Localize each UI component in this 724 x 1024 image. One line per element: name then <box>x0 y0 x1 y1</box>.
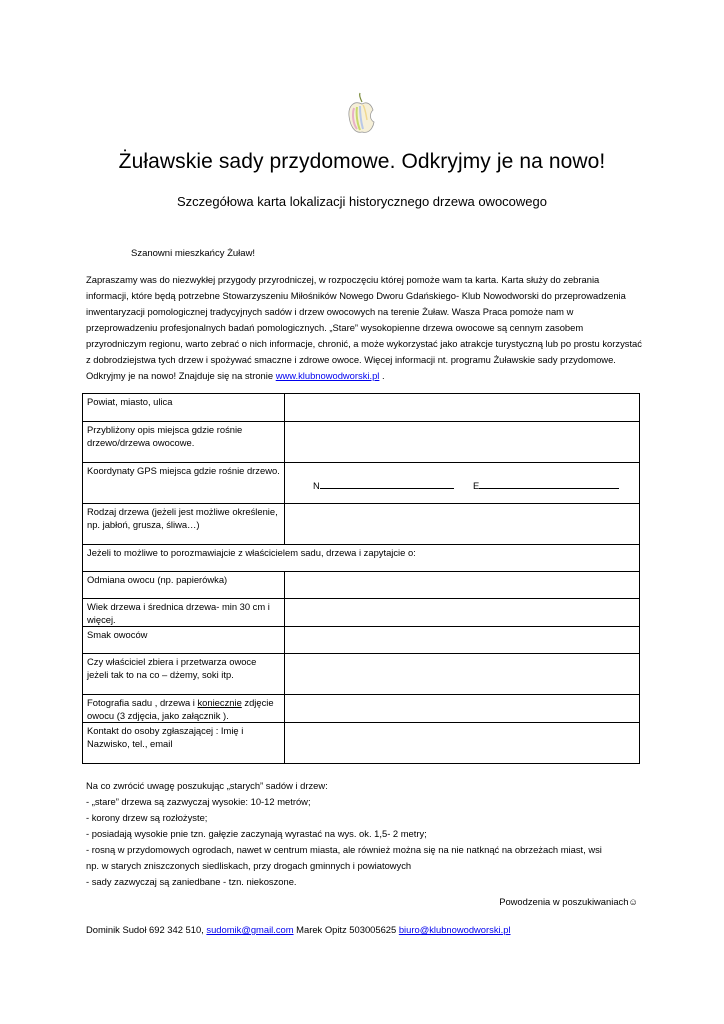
tips-line: np. w starych zniszczonych siedliskach, przy drogach gminnych i powiatowych <box>86 860 412 871</box>
field-input-processing[interactable] <box>285 654 640 695</box>
tips-line: - „stare” drzewa są zazwyczaj wysokie: 10-12 metrów; <box>86 796 311 807</box>
field-label-contact: Kontakt do osoby zgłaszającej : Imię i Nazwisko, tel., email <box>83 723 285 764</box>
photo-text-b: zdjęcie owocu (3 zdjęcia, jako załącznik ). <box>87 697 274 721</box>
field-input-photo[interactable] <box>285 695 640 723</box>
tips-line: - sady zazwyczaj są zaniedbane - tzn. niekoszone. <box>86 876 297 887</box>
email-link-sudomik[interactable]: sudomik@gmail.com <box>206 924 294 935</box>
photo-text-underlined: koniecznie <box>197 697 242 708</box>
photo-text-a: Fotografia sadu , drzewa i <box>87 697 198 708</box>
website-link[interactable]: www.klubnowodworski.pl <box>275 370 380 381</box>
field-input-gps[interactable] <box>285 463 640 504</box>
field-label-variety: Odmiana owocu (np. papierówka) <box>83 572 285 599</box>
field-label-location: Powiat, miasto, ulica <box>83 394 285 422</box>
intro-paragraph <box>86 272 642 384</box>
field-input-location[interactable] <box>285 394 640 422</box>
tips-line: Na co zwrócić uwagę poszukując „starych” sadów i drzew: <box>86 780 328 791</box>
gps-n-line[interactable] <box>320 478 454 489</box>
tips-line: - korony drzew są rozłożyste; <box>86 812 208 823</box>
field-label-tree-type: Rodzaj drzewa (jeżeli jest możliwe określenie, np. jabłoń, grusza, śliwa…) <box>83 504 285 545</box>
gps-e-label: E <box>473 480 480 491</box>
field-input-tree-type[interactable] <box>285 504 640 545</box>
field-label-gps: Koordynaty GPS miejsca gdzie rośnie drzewo. <box>83 463 285 504</box>
closing-text: Powodzenia w poszukiwaniach☺ <box>499 896 638 907</box>
tips-list <box>86 778 646 890</box>
section-note: Jeżeli to możliwe to porozmawiajcie z właścicielem sadu, drzewa i zapytajcie o: <box>83 545 640 572</box>
page-title: Żuławskie sady przydomowe. Odkryjmy je na nowo! <box>118 150 606 173</box>
greeting: Szanowni mieszkańcy Żuław! <box>131 248 256 259</box>
field-input-taste[interactable] <box>285 627 640 654</box>
apple-logo <box>345 92 379 138</box>
field-input-age[interactable] <box>285 599 640 627</box>
intro-text: Zapraszamy was do niezwykłej przygody przyrodniczej, w rozpoczęciu której pomoże wam ta karta. Karta służy do zebrania informacji, które będą potrzebne Stowarzyszeniu Miłośników Nowego Dworu Gdańskiego- Klub Nowodworski do przeprowadzenia inwentaryzacji pomologicznej tradycyjnych sadów i drzew owocowych na terenie Żuław. Wasza Praca pomoże nam w przeprowadzeniu profesjonalnych badań pomologicznych. „Stare” wysokopienne drzewa owocowe są cennym zasobem przyrodniczym regionu, warto zebrać o nich informacje, chronić, a może wykorzystać jako atrakcje turystyczną lub po prostu korzystać z dobrodziejstwa tych drzew i spożywać smaczne i zdrowe owoce. Więcej informacji nt. programu Żuławskie sady przydomowe. Odkryjmy je na nowo! Znajduje się na stronie <box>86 274 642 381</box>
field-label-processing: Czy właściciel zbiera i przetwarza owoce jeżeli tak to na co – dżemy, soki itp. <box>83 654 285 695</box>
email-link-biuro[interactable]: biuro@klubnowodworski.pl <box>398 924 511 935</box>
contact-dominik: Dominik Sudoł 692 342 510, <box>86 924 207 935</box>
field-label-taste: Smak owoców <box>83 627 285 654</box>
gps-e-line[interactable] <box>479 478 619 489</box>
field-label-photo <box>83 695 285 723</box>
gps-n-label: N <box>313 480 320 491</box>
contact-marek: Marek Opitz 503005625 <box>293 924 399 935</box>
tips-line: - rosną w przydomowych ogrodach, nawet w centrum miasta, ale również można się na nie natknąć na obrzeżach miast, wsi <box>86 844 602 855</box>
field-label-age: Wiek drzewa i średnica drzewa- min 30 cm i więcej. <box>83 599 285 627</box>
intro-end: . <box>379 370 385 381</box>
locator-form-table <box>82 393 640 764</box>
field-input-description[interactable] <box>285 422 640 463</box>
field-input-contact[interactable] <box>285 723 640 764</box>
contact-footer <box>86 924 511 935</box>
tips-line: - posiadają wysokie pnie tzn. gałęzie zaczynają wyrastać na wys. ok. 1,5- 2 metry; <box>86 828 427 839</box>
field-label-description: Przybliżony opis miejsca gdzie rośnie drzewo/drzewa owocowe. <box>83 422 285 463</box>
page-subtitle: Szczegółowa karta lokalizacji historycznego drzewa owocowego <box>177 194 547 209</box>
field-input-variety[interactable] <box>285 572 640 599</box>
